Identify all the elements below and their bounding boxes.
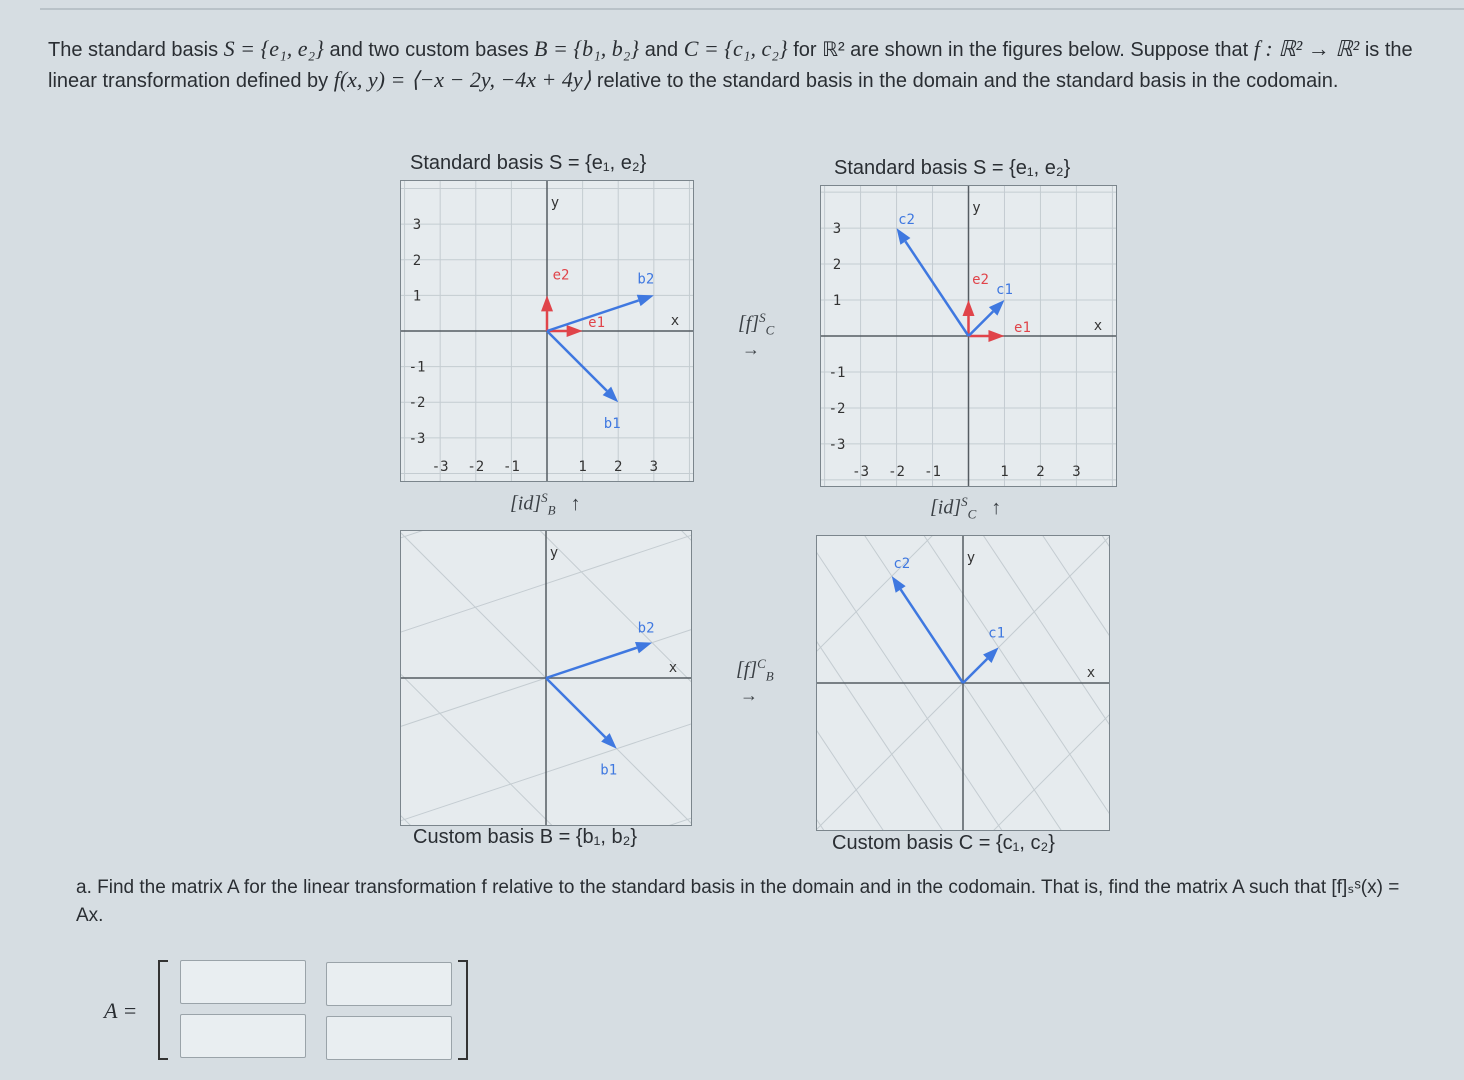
matrix-label: A = bbox=[104, 998, 138, 1023]
bl-vector-label-b1: b1 bbox=[600, 762, 618, 779]
tl-ytick-pos: 1 bbox=[412, 288, 422, 305]
tr-xtick-neg: -2 bbox=[888, 464, 905, 480]
arrow-label-f-S-C bbox=[738, 310, 774, 360]
tl-x-axis-label: x bbox=[670, 313, 680, 329]
question-text: Find the matrix A for the linear transformation f relative to the standard basis in the domain and in the codomain. That is, find the matrix A such that [f]ₛˢ(x) = Ax. bbox=[76, 877, 1400, 926]
question-a bbox=[76, 874, 1426, 930]
tl-ytick-pos: 3 bbox=[412, 217, 422, 234]
arrow-label-id-B-S bbox=[510, 490, 581, 519]
tr-ytick-neg: -1 bbox=[828, 364, 846, 381]
tl-ytick-neg: -3 bbox=[408, 430, 426, 447]
plot-title-bottom-left: Custom basis B = {b₁, b₂} bbox=[413, 826, 638, 848]
tl-vector-b2-head bbox=[637, 295, 654, 306]
tl-ytick-pos: 2 bbox=[412, 252, 422, 269]
tr-xtick-pos: 3 bbox=[1072, 464, 1081, 480]
tl-xtick-pos: 2 bbox=[614, 459, 623, 475]
tl-y-axis-label: y bbox=[550, 195, 560, 211]
question-number: a. bbox=[76, 877, 92, 898]
tr-xtick-neg: -1 bbox=[924, 464, 941, 480]
arrow-label-id-B-S-text: [id] bbox=[510, 492, 542, 515]
function-definition: f(x, y) = ⟨−x − 2y, −4x + 4y⟩ bbox=[333, 67, 592, 92]
tr-ytick-neg: -3 bbox=[828, 436, 846, 453]
tr-ytick-pos: 3 bbox=[832, 221, 842, 238]
tr-vector-c2-shaft bbox=[905, 241, 968, 336]
tl-vector-label-e2: e2 bbox=[552, 267, 570, 284]
tr-vector-c2-head bbox=[897, 228, 911, 245]
tr-ytick-pos: 1 bbox=[832, 293, 842, 310]
tl-xtick-pos: 1 bbox=[578, 459, 587, 475]
arrow-label-f-S-C-sup: S bbox=[759, 310, 766, 325]
tr-vector-label-e1: e1 bbox=[1014, 320, 1031, 336]
tl-ytick-neg: -1 bbox=[408, 359, 426, 376]
matrix-entry-a22[interactable] bbox=[326, 1016, 452, 1060]
br-svg bbox=[817, 536, 1109, 830]
tr-ytick-neg: -2 bbox=[828, 400, 846, 417]
tr-ytick-pos: 2 bbox=[832, 257, 842, 274]
plot-title-top-right: Standard basis S = {e₁, e₂} bbox=[834, 157, 1071, 179]
tl-vector-e1-head bbox=[567, 325, 583, 337]
tr-xtick-pos: 1 bbox=[1000, 464, 1009, 480]
matrix-left-bracket bbox=[158, 960, 168, 1060]
bl-svg bbox=[401, 531, 691, 825]
tl-xtick-pos: 3 bbox=[649, 459, 659, 475]
basis-b-def: B = {b₁, b₂} bbox=[534, 36, 640, 61]
bl-vector-b2-shaft bbox=[546, 648, 637, 678]
arrow-label-id-C-S-sup: S bbox=[961, 494, 968, 509]
arrow-label-f-B-C-sub: B bbox=[765, 668, 774, 684]
matrix-entry-a21[interactable] bbox=[180, 1014, 306, 1058]
up-arrow-icon: ↑ bbox=[570, 492, 581, 515]
arrow-label-id-B-S-sup: S bbox=[541, 490, 548, 505]
arrow-label-f-B-C-text: [f] bbox=[736, 658, 758, 681]
basis-c-def: C = {c₁, c₂} bbox=[683, 36, 788, 61]
tl-vector-label-b1: b1 bbox=[603, 416, 621, 433]
tl-svg bbox=[401, 181, 693, 481]
tr-vector-label-e2: e2 bbox=[972, 272, 989, 289]
plot-standard-basis-domain bbox=[400, 180, 694, 482]
bl-vector-b1-shaft bbox=[546, 678, 605, 737]
intro-text-5: is the linear transformation defined by bbox=[48, 39, 1413, 92]
br-vector-c2-head bbox=[892, 576, 906, 593]
intro-text-1: The standard basis bbox=[48, 39, 224, 61]
tr-xtick-pos: 2 bbox=[1036, 464, 1045, 480]
br-vector-label-c2: c2 bbox=[893, 556, 911, 573]
tl-vector-e2-head bbox=[541, 295, 553, 311]
tr-y-axis-label: y bbox=[972, 200, 981, 216]
matrix-entry-a11[interactable] bbox=[180, 960, 306, 1004]
tl-xtick-neg: -2 bbox=[467, 459, 485, 475]
arrow-label-f-B-C-sup: C bbox=[757, 656, 766, 671]
tr-vector-e1-head bbox=[988, 330, 1004, 342]
tl-vector-b1-shaft bbox=[547, 331, 607, 391]
bl-y-axis-label: y bbox=[549, 545, 559, 561]
problem-statement bbox=[48, 34, 1438, 96]
bl-vector-b2-head bbox=[635, 642, 652, 653]
tr-x-axis-label: x bbox=[1093, 318, 1103, 334]
arrow-label-f-S-C-text: [f] bbox=[738, 312, 760, 335]
arrow-label-f-B-C bbox=[736, 656, 774, 706]
right-arrow-icon: → bbox=[742, 338, 760, 359]
br-vector-c2-shaft bbox=[901, 589, 963, 683]
standard-basis-def: S = {e₁, e₂} bbox=[223, 36, 324, 61]
tl-vector-label-b2: b2 bbox=[637, 271, 655, 288]
plot-title-bottom-right: Custom basis C = {c₁, c₂} bbox=[832, 832, 1055, 854]
tl-ytick-neg: -2 bbox=[408, 395, 426, 412]
plot-custom-basis-c bbox=[816, 535, 1110, 831]
tr-vector-label-c2: c2 bbox=[898, 212, 915, 229]
bl-x-axis-label: x bbox=[668, 660, 678, 676]
plot-title-top-left: Standard basis S = {e₁, e₂} bbox=[410, 152, 647, 174]
tl-xtick-neg: -3 bbox=[431, 459, 449, 475]
top-divider bbox=[40, 8, 1464, 10]
function-map: f : ℝ² → ℝ² bbox=[1253, 36, 1360, 61]
intro-text-6: relative to the standard basis in the domain and the standard basis in the codomain. bbox=[591, 70, 1339, 92]
tr-xtick-neg: -3 bbox=[852, 464, 870, 480]
matrix-right-bracket bbox=[458, 960, 468, 1060]
tl-xtick-neg: -1 bbox=[502, 459, 520, 475]
intro-text-4: for ℝ² are shown in the figures below. Suppose that bbox=[787, 39, 1254, 61]
arrow-label-id-C-S-sub: C bbox=[967, 506, 977, 522]
arrow-label-id-B-S-sub: B bbox=[547, 502, 556, 518]
br-y-axis-label: y bbox=[966, 550, 976, 566]
bl-vector-label-b2: b2 bbox=[637, 620, 655, 637]
up-arrow-icon: ↑ bbox=[991, 496, 1002, 519]
plot-standard-basis-codomain bbox=[820, 185, 1117, 487]
br-vector-label-c1: c1 bbox=[988, 625, 1006, 642]
br-x-axis-label: x bbox=[1086, 665, 1096, 681]
intro-text-2: and two custom bases bbox=[323, 39, 535, 61]
br-vector-c1-shaft bbox=[963, 659, 987, 683]
matrix-entry-a12[interactable] bbox=[326, 962, 452, 1006]
intro-text-3: and bbox=[639, 39, 684, 61]
arrow-label-id-C-S bbox=[930, 494, 1001, 523]
tr-vector-label-c1: c1 bbox=[996, 282, 1013, 299]
tr-vector-e2-head bbox=[963, 300, 975, 316]
plot-custom-basis-b bbox=[400, 530, 692, 826]
arrow-label-f-S-C-sub: C bbox=[765, 322, 775, 338]
right-arrow-icon: → bbox=[740, 684, 758, 705]
tl-vector-label-e1: e1 bbox=[588, 315, 606, 331]
arrow-label-id-C-S-text: [id] bbox=[930, 496, 962, 519]
tr-svg bbox=[821, 186, 1116, 486]
